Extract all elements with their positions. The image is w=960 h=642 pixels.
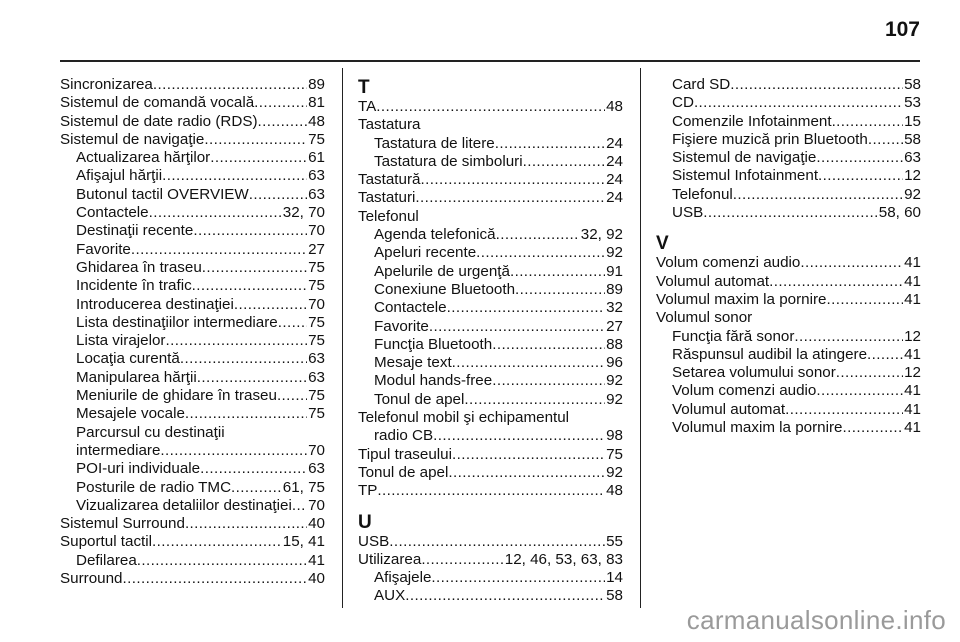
index-heading: Volumul sonor xyxy=(656,309,753,327)
dot-leader xyxy=(162,167,307,185)
index-entry-term: Volumul maxim la pornire xyxy=(672,419,843,437)
index-entry xyxy=(358,372,623,390)
index-entry-pages: 41 xyxy=(904,254,921,272)
index-entry-term: CD xyxy=(672,94,694,112)
dot-leader xyxy=(510,263,605,281)
index-entry xyxy=(60,460,325,478)
index-entry xyxy=(60,259,325,277)
index-entry-term: TP xyxy=(358,482,378,500)
index-entry-pages: 92 xyxy=(904,185,921,203)
dot-leader xyxy=(210,149,307,167)
index-entry-term: Sistemul de comandă vocală xyxy=(60,94,255,112)
index-entry-pages: 12 xyxy=(904,327,921,345)
dot-leader xyxy=(153,76,307,94)
index-entry xyxy=(358,551,623,569)
dot-leader xyxy=(730,76,903,94)
index-entry-pages: 24 xyxy=(606,189,623,207)
dot-leader xyxy=(868,131,903,149)
index-entry-term: Ghidarea în traseu xyxy=(76,258,202,276)
index-entry-term: Agenda telefonică xyxy=(374,226,496,244)
index-heading: Parcursul cu destinaţii xyxy=(76,423,225,441)
index-entry xyxy=(60,350,325,368)
index-entry-term: Telefonul xyxy=(672,185,733,203)
dot-leader xyxy=(185,405,307,423)
dot-leader xyxy=(258,113,308,131)
index-entry xyxy=(60,296,325,314)
dot-leader xyxy=(254,94,307,112)
index-entry-pages: 61, 75 xyxy=(282,478,325,496)
index-entry-pages: 96 xyxy=(606,354,623,372)
index-entry-term: Introducerea destinaţiei xyxy=(76,295,234,313)
index-entry-term: Mesaje text xyxy=(374,354,452,372)
index-entry-pages: 58, 60 xyxy=(878,204,921,222)
index-entry-pages: 63 xyxy=(308,350,325,368)
index-entry-pages: 88 xyxy=(606,335,623,353)
column-divider xyxy=(342,68,343,608)
index-entry-pages: 48 xyxy=(606,482,623,500)
index-entry-pages: 41 xyxy=(904,382,921,400)
index-entry-term: Tonul de apel xyxy=(358,463,449,481)
index-entry-term: Contactele xyxy=(374,299,447,317)
dot-leader xyxy=(523,153,606,171)
index-entry-term: Card SD xyxy=(672,76,731,93)
index-entry-pages: 61 xyxy=(308,149,325,167)
index-entry-pages: 32 xyxy=(606,299,623,317)
dot-leader xyxy=(769,273,903,291)
dot-leader xyxy=(818,167,903,185)
index-entry-term: Defilarea xyxy=(76,551,137,569)
index-entry-term: Apeluri recente xyxy=(374,244,477,262)
index-entry xyxy=(656,273,921,291)
index-entry-term: Volum comenzi audio xyxy=(656,254,801,272)
index-entry xyxy=(60,552,325,570)
index-entry-term: Tastatură xyxy=(358,171,421,189)
index-entry xyxy=(60,277,325,295)
dot-leader xyxy=(415,189,605,207)
index-entry xyxy=(60,314,325,332)
index-entry xyxy=(656,254,921,272)
index-entry xyxy=(60,387,325,405)
dot-leader xyxy=(496,226,580,244)
index-entry-pages: 24 xyxy=(606,134,623,152)
index-entry-pages: 27 xyxy=(308,240,325,258)
dot-leader xyxy=(867,346,903,364)
index-entry-term: TA xyxy=(358,98,377,115)
index-entry-pages: 63 xyxy=(308,368,325,386)
index-entry-term: radio CB xyxy=(374,427,434,445)
index-entry-pages: 75 xyxy=(308,405,325,423)
dot-leader xyxy=(492,372,605,390)
index-entry-pages: 41 xyxy=(904,400,921,418)
index-entry-term: Tonul de apel xyxy=(374,390,465,408)
index-entry xyxy=(358,336,623,354)
index-entry xyxy=(60,149,325,167)
index-entry-pages: 92 xyxy=(606,244,623,262)
dot-leader xyxy=(433,427,605,445)
dot-leader xyxy=(794,328,903,346)
index-entry xyxy=(60,113,325,131)
index-entry xyxy=(60,479,325,497)
dot-leader xyxy=(816,149,903,167)
index-entry-pages: 15, 41 xyxy=(282,533,325,551)
index-entry xyxy=(358,171,623,189)
index-entry xyxy=(656,401,921,419)
dot-leader xyxy=(152,533,282,551)
index-entry xyxy=(60,570,325,588)
index-entry xyxy=(358,263,623,281)
index-entry-term: Funcţia fără sonor xyxy=(672,327,795,345)
index-entry-pages: 24 xyxy=(606,171,623,189)
page-number: 107 xyxy=(884,18,920,41)
index-entry-pages: 89 xyxy=(308,76,325,93)
index-entry-term: Sistemul de navigaţie xyxy=(672,149,817,167)
dot-leader xyxy=(165,332,307,350)
dot-leader xyxy=(277,387,307,405)
dot-leader xyxy=(733,186,903,204)
dot-leader xyxy=(431,569,605,587)
dot-leader xyxy=(278,314,307,332)
index-entry xyxy=(358,226,623,244)
index-entry-pages: 75 xyxy=(308,313,325,331)
dot-leader xyxy=(131,241,307,259)
index-entry-term: Meniurile de ghidare în traseu xyxy=(76,387,277,405)
column-divider xyxy=(640,68,641,608)
index-entry xyxy=(60,497,325,515)
index-entry-term: Tastaturi xyxy=(358,189,416,207)
dot-leader xyxy=(405,587,605,605)
index-heading: Telefonul mobil şi echipamentul xyxy=(358,409,570,427)
index-entry-term: Tastatura de simboluri xyxy=(374,152,523,170)
index-entry-pages: 89 xyxy=(606,280,623,298)
index-entry xyxy=(358,391,623,409)
index-entry xyxy=(358,189,623,207)
index-entry-pages: 55 xyxy=(606,532,623,550)
index-entry xyxy=(358,533,623,551)
index-entry-term: POI-uri individuale xyxy=(76,460,201,478)
dot-leader xyxy=(122,570,307,588)
dot-leader xyxy=(231,479,282,497)
index-entry-term: Destinaţii recente xyxy=(76,222,194,240)
index-entry-term: Tastatura de litere xyxy=(374,134,495,152)
index-entry-term: Sistemul Infotainment xyxy=(672,167,819,185)
dot-leader xyxy=(389,533,605,551)
index-entry-term: Volum comenzi audio xyxy=(672,382,817,400)
index-entry-pages: 75 xyxy=(308,387,325,405)
index-entry-term: Fişiere muzică prin Bluetooth xyxy=(672,130,868,148)
index-entry xyxy=(358,299,623,317)
index-entry xyxy=(60,442,325,460)
dot-leader xyxy=(137,552,307,570)
dot-leader xyxy=(694,94,903,112)
index-entry-pages: 75 xyxy=(308,332,325,350)
index-entry xyxy=(656,419,921,437)
index-entry xyxy=(358,427,623,445)
index-entry-term: Lista destinaţiilor intermediare xyxy=(76,313,278,331)
index-entry xyxy=(656,364,921,382)
index-entry-pages: 48 xyxy=(606,98,623,115)
index-entry-term: Manipularea hărţii xyxy=(76,368,197,386)
index-entry-pages: 24 xyxy=(606,152,623,170)
index-entry xyxy=(60,533,325,551)
index-entry-term: Locaţia curentă xyxy=(76,350,180,368)
index-entry xyxy=(60,369,325,387)
dot-leader xyxy=(816,382,903,400)
dot-leader xyxy=(149,204,282,222)
dot-leader xyxy=(448,464,605,482)
dot-leader xyxy=(193,222,307,240)
index-entry-pages: 63 xyxy=(308,167,325,185)
index-entry xyxy=(60,204,325,222)
index-entry-term: Volumul automat xyxy=(672,400,786,418)
dot-leader xyxy=(495,135,605,153)
index-entry-term: Tipul traseului xyxy=(358,445,452,463)
index-entry xyxy=(656,94,921,112)
index-entry-term: Sincronizarea xyxy=(60,76,153,93)
index-entry-pages: 53 xyxy=(904,94,921,112)
index-entry-pages: 75 xyxy=(606,445,623,463)
index-entry-pages: 70 xyxy=(308,295,325,313)
dot-leader xyxy=(515,281,605,299)
index-entry-pages: 40 xyxy=(308,570,325,588)
dot-leader xyxy=(476,244,605,262)
dot-leader xyxy=(234,296,307,314)
index-entry-term: Afişajele xyxy=(374,569,432,587)
index-entry xyxy=(358,318,623,336)
section-letter: U xyxy=(358,511,372,533)
index-entry xyxy=(656,382,921,400)
dot-leader xyxy=(452,354,605,372)
index-entry-term: Utilizarea xyxy=(358,550,422,568)
section-letter: T xyxy=(358,77,370,98)
dot-leader xyxy=(377,482,605,500)
index-entry xyxy=(656,76,921,94)
index-entry xyxy=(358,464,623,482)
dot-leader xyxy=(492,336,605,354)
index-entry-pages: 14 xyxy=(606,569,623,587)
index-entry xyxy=(358,587,623,605)
index-entry xyxy=(656,131,921,149)
index-entry-term: Incidente în trafic xyxy=(76,277,192,295)
index-entry xyxy=(358,569,623,587)
index-entry xyxy=(60,241,325,259)
dot-leader xyxy=(180,350,307,368)
index-entry-pages: 32, 70 xyxy=(282,204,325,222)
index-entry xyxy=(60,405,325,423)
index-entry-term: Sistemul Surround xyxy=(60,515,185,533)
section-letter: V xyxy=(656,233,669,255)
dot-leader xyxy=(447,299,605,317)
dot-leader xyxy=(292,497,307,515)
index-entry-term: Posturile de radio TMC xyxy=(76,478,232,496)
dot-leader xyxy=(452,446,605,464)
index-entry xyxy=(358,354,623,372)
index-entry-term: Volumul automat xyxy=(656,272,770,290)
index-entry-pages: 75 xyxy=(308,130,325,148)
index-entry xyxy=(60,222,325,240)
index-column-2 xyxy=(358,76,623,606)
dot-leader xyxy=(420,171,605,189)
index-entry-term: Volumul maxim la pornire xyxy=(656,290,827,308)
index-entry xyxy=(656,113,921,131)
index-entry-pages: 41 xyxy=(904,345,921,363)
dot-leader xyxy=(249,186,307,204)
index-entry xyxy=(358,98,623,116)
index-entry xyxy=(656,328,921,346)
index-entry-pages: 32, 92 xyxy=(580,226,623,244)
dot-leader xyxy=(785,401,903,419)
index-entry xyxy=(60,131,325,149)
dot-leader xyxy=(202,259,307,277)
index-entry-term: USB xyxy=(672,204,704,222)
dot-leader xyxy=(827,291,904,309)
index-entry xyxy=(60,186,325,204)
index-entry xyxy=(656,291,921,309)
index-entry-term: Surround xyxy=(60,570,123,588)
dot-leader xyxy=(703,204,878,222)
index-entry-pages: 27 xyxy=(606,317,623,335)
index-entry-pages: 41 xyxy=(904,290,921,308)
dot-leader xyxy=(429,318,605,336)
index-entry-term: Afişajul hărţii xyxy=(76,167,163,185)
index-entry-term: Conexiune Bluetooth xyxy=(374,280,516,298)
index-entry-pages: 92 xyxy=(606,390,623,408)
index-entry-pages: 15 xyxy=(904,112,921,130)
index-entry-pages: 12 xyxy=(904,167,921,185)
index-entry xyxy=(656,167,921,185)
index-entry-pages: 12 xyxy=(904,364,921,382)
index-entry-pages: 40 xyxy=(308,515,325,533)
index-entry-term: Sistemul de navigaţie xyxy=(60,130,205,148)
index-entry-term: Actualizarea hărţilor xyxy=(76,149,211,167)
index-column-1 xyxy=(60,76,325,588)
index-entry-term: USB xyxy=(358,532,390,550)
index-entry-pages: 75 xyxy=(308,277,325,295)
index-entry xyxy=(358,446,623,464)
index-entry-pages: 41 xyxy=(904,419,921,437)
index-entry-pages: 48 xyxy=(308,112,325,130)
index-entry xyxy=(60,76,325,94)
index-entry-term: Favorite xyxy=(374,317,429,335)
dot-leader xyxy=(197,369,307,387)
index-entry-term: Butonul tactil OVERVIEW xyxy=(76,185,249,203)
index-entry xyxy=(656,346,921,364)
dot-leader xyxy=(836,364,903,382)
index-entry-pages: 63 xyxy=(308,185,325,203)
index-entry-pages: 58 xyxy=(606,587,623,605)
index-entry-pages: 92 xyxy=(606,372,623,390)
index-heading: Tastatura xyxy=(358,116,421,134)
index-entry-term: AUX xyxy=(374,587,406,605)
index-entry-term: intermediare xyxy=(76,441,161,459)
index-entry-pages: 81 xyxy=(308,94,325,112)
index-entry-pages: 58 xyxy=(904,130,921,148)
index-entry-pages: 75 xyxy=(308,258,325,276)
index-entry-term: Comenzile Infotainment xyxy=(672,112,832,130)
dot-leader xyxy=(192,277,307,295)
dot-leader xyxy=(464,391,605,409)
index-entry-pages: 92 xyxy=(606,463,623,481)
index-entry-term: Suportul tactil xyxy=(60,533,153,551)
index-entry-term: Apelurile de urgenţă xyxy=(374,262,510,280)
index-entry xyxy=(60,332,325,350)
index-entry-pages: 41 xyxy=(904,272,921,290)
dot-leader xyxy=(832,113,904,131)
dot-leader xyxy=(204,131,307,149)
index-entry-term: Favorite xyxy=(76,240,131,258)
index-entry-term: Răspunsul audibil la atingere xyxy=(672,345,868,363)
dot-leader xyxy=(160,442,307,460)
index-entry-term: Modul hands-free xyxy=(374,372,493,390)
index-entry-term: Contactele xyxy=(76,204,149,222)
dot-leader xyxy=(376,98,605,116)
index-entry-term: Funcţia Bluetooth xyxy=(374,335,493,353)
index-entry-pages: 63 xyxy=(904,149,921,167)
index-entry xyxy=(358,153,623,171)
index-entry-term: Setarea volumului sonor xyxy=(672,364,836,382)
index-heading: Telefonul xyxy=(358,207,419,225)
watermark: carmanualsonline.info xyxy=(686,605,946,635)
dot-leader xyxy=(421,551,503,569)
index-entry-pages: 12, 46, 53, 63, 83 xyxy=(504,550,623,568)
index-entry xyxy=(358,482,623,500)
dot-leader xyxy=(200,460,307,478)
dot-leader xyxy=(843,419,904,437)
index-entry-term: Vizualizarea detaliilor destinaţiei xyxy=(76,496,292,514)
dot-leader xyxy=(800,254,903,272)
index-entry xyxy=(358,281,623,299)
index-entry-pages: 58 xyxy=(904,76,921,93)
index-entry-pages: 70 xyxy=(308,441,325,459)
index-entry xyxy=(656,204,921,222)
index-entry xyxy=(656,149,921,167)
index-column-3 xyxy=(656,76,921,437)
index-entry xyxy=(60,515,325,533)
index-entry-term: Lista virajelor xyxy=(76,332,166,350)
index-entry xyxy=(60,167,325,185)
index-entry-term: Mesajele vocale xyxy=(76,405,185,423)
index-entry xyxy=(358,135,623,153)
index-entry xyxy=(358,244,623,262)
dot-leader xyxy=(185,515,307,533)
index-entry-pages: 98 xyxy=(606,427,623,445)
index-entry-term: Sistemul de date radio (RDS) xyxy=(60,112,258,130)
index-entry-pages: 91 xyxy=(606,262,623,280)
header-rule xyxy=(60,60,920,62)
index-entry-pages: 41 xyxy=(308,551,325,569)
index-entry-pages: 63 xyxy=(308,460,325,478)
index-entry-pages: 70 xyxy=(308,496,325,514)
index-entry-pages: 70 xyxy=(308,222,325,240)
index-entry xyxy=(60,94,325,112)
index-entry xyxy=(656,186,921,204)
